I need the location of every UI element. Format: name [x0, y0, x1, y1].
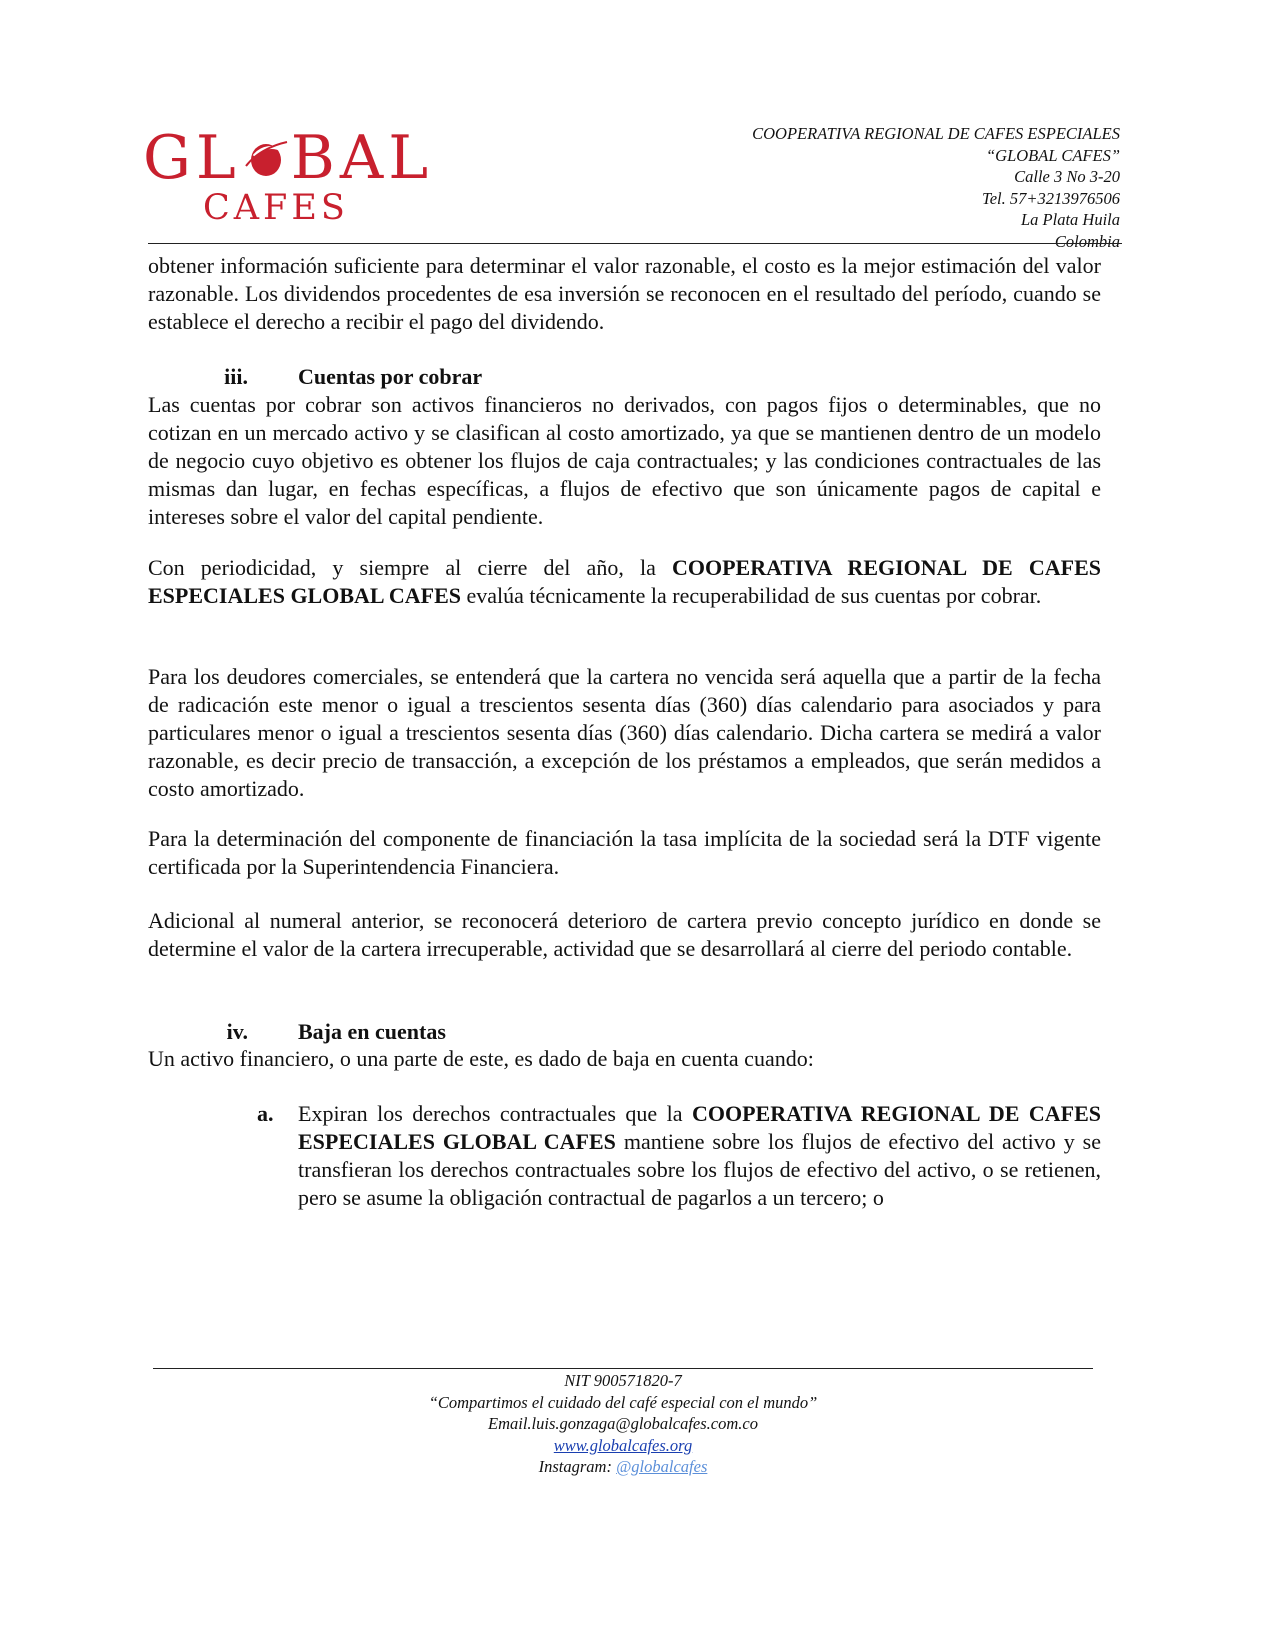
paragraph-deterioro [148, 907, 1101, 963]
footer-nit: NIT 900571820-7 [564, 1371, 682, 1390]
text-run: mantiene sobre los flujos de efectivo del activo y se transfieran los derechos contractuales sobre los flujos de efectivo del activo, o se retienen, pero se asume la obligación contractual de pagarlos a un tercero; o [298, 1129, 1102, 1210]
paragraph-text: obtener información suficiente para determinar el valor razonable, el costo es la mejor estimación del valor razonable. Los dividendos procedentes de esa inversión se reconocen en el resultado del período, cuando se establece el derecho a recibir el pago del dividendo. [148, 253, 1101, 334]
paragraph-deudores [148, 663, 1101, 803]
paragraph-financiacion [148, 825, 1101, 881]
footer-instagram-label: Instagram: [538, 1457, 617, 1476]
paragraph-continuation [148, 252, 1101, 336]
section-number: iv. [226, 1019, 248, 1044]
footer-slogan: “Compartimos el cuidado del café especial con el mundo” [428, 1392, 818, 1412]
list-item-a [298, 1100, 1101, 1212]
section-iii-title: Cuentas por cobrar [298, 364, 483, 389]
section-iv-title: Baja en cuentas [298, 1019, 446, 1044]
global-cafes-logo [143, 123, 434, 238]
text-run: evalúa técnicamente la recuperabilidad de sus cuentas por cobrar. [460, 583, 1042, 608]
header-line: Colombia [1054, 231, 1120, 251]
footer-divider [153, 1368, 1093, 1369]
paragraph-text: Adicional al numeral anterior, se reconocerá deterioro de cartera previo concepto jurídico en donde se determine el valor de la cartera irrecuperable, actividad que se desarrollará al cierre del periodo contable. [148, 908, 1101, 961]
header-line: Tel. 57+3213976506 [982, 188, 1120, 208]
paragraph-cuentas-por-cobrar [148, 391, 1101, 531]
text-run: Expiran los derechos contractuales que la [298, 1101, 692, 1126]
paragraph-text: Las cuentas por cobrar son activos financieros no derivados, con pagos fijos o determinables, que no cotizan en un mercado activo y se clasifican al costo amortizado, ya que se mantienen dentro de un modelo de negocio cuyo objetivo es obtener los flujos de caja contractuales; y las condiciones contractuales de las mismas dan lugar, en fechas específicas, a flujos de efectivo que son únicamente pagos de capital e intereses sobre el valor del capital pendiente. [148, 392, 1101, 529]
text-run: Con periodicidad, y siempre al cierre del año, la [148, 555, 672, 580]
logo-wordmark-global: GL BAL [143, 123, 434, 193]
paragraph-text: Para los deudores comerciales, se entenderá que la cartera no vencida será aquella que a partir de la fecha de radicación este menor o igual a trescientos sesenta días (360) días calendario para asociados y para particulares menor o igual a trescientos sesenta días (360) días calendario. Dicha cartera se medirá a valor razonable, es decir precio de transacción, a excepción de los préstamos a empleados, que serán medidos a costo amortizado. [148, 664, 1101, 801]
company-name-bold: COOPERATIVA REGIONAL DE CAFES ESPECIALES GLOBAL CAFES [298, 1101, 1101, 1154]
header-line: “GLOBAL CAFES” [985, 145, 1120, 165]
footer [153, 1370, 1093, 1478]
paragraph-text: Un activo financiero, o una parte de este, es dado de baja en cuenta cuando: [148, 1046, 814, 1071]
company-name-bold: COOPERATIVA REGIONAL DE CAFES ESPECIALES GLOBAL CAFES [148, 555, 1101, 608]
paragraph-text: Para la determinación del componente de financiación la tasa implícita de la sociedad será la DTF vigente certificada por la Superintendencia Financiera. [148, 826, 1101, 879]
section-number: iii. [224, 364, 248, 389]
paragraph-baja [148, 1045, 1101, 1073]
footer-email: Email.luis.gonzaga@globalcafes.com.co [488, 1414, 758, 1433]
paragraph-text [148, 554, 1101, 610]
header-divider [148, 243, 1122, 244]
footer-website-link[interactable]: www.globalcafes.org [553, 1435, 693, 1455]
header-line: La Plata Huila [1020, 210, 1120, 229]
logo-wordmark-cafes: CAFES [203, 188, 349, 228]
footer-instagram-link[interactable]: @globalcafes [616, 1457, 708, 1476]
globe-icon [244, 136, 288, 180]
header-address [752, 123, 1120, 252]
list-item-marker: a. [257, 1101, 274, 1126]
header-line: Calle 3 No 3-20 [1014, 167, 1120, 186]
header-line: COOPERATIVA REGIONAL DE CAFES ESPECIALES [752, 124, 1120, 143]
paragraph-periodicidad [148, 554, 1101, 610]
